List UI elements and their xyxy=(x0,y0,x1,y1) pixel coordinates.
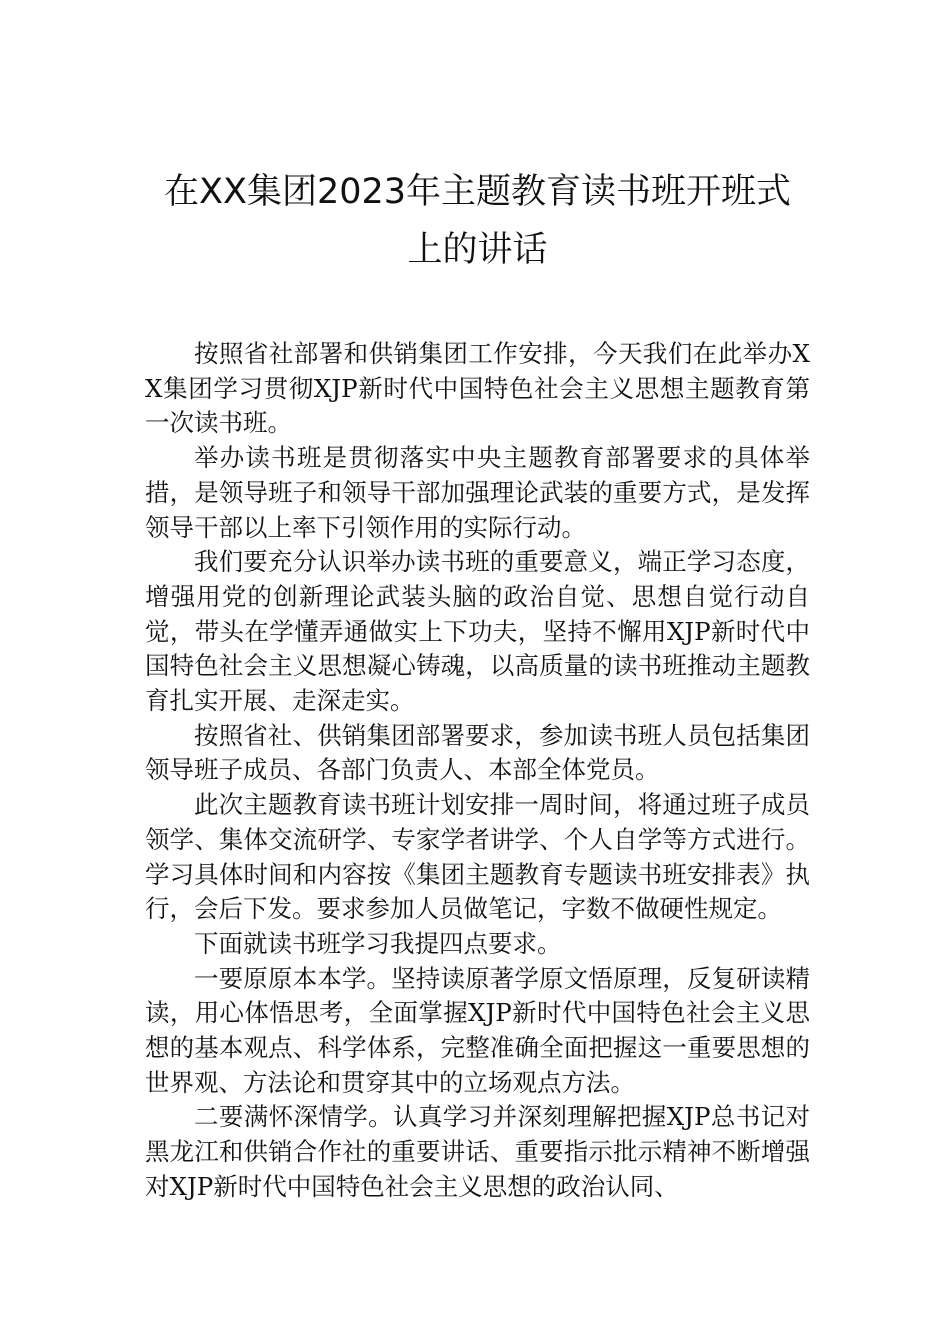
paragraph-7: 一要原原本本学。坚持读原著学原文悟原理，反复研读精读，用心体悟思考，全面掌握XJP新时代中国特色社会主义思想的基本观点、科学体系，完整准确全面把握这一重要思想的世界观、方法论和贯穿其中的立场观点方法。 xyxy=(145,963,810,1097)
title-line-2: 上的讲话 xyxy=(407,230,548,270)
paragraph-5: 此次主题教育读书班计划安排一周时间，将通过班子成员领学、集体交流研学、专家学者讲学、个人自学等方式进行。学习具体时间和内容按《集团主题教育专题读书班安排表》执行，会后下发。要求参加人员做笔记，字数不做硬性规定。 xyxy=(145,790,810,924)
paragraph-3: 我们要充分认识举办读书班的重要意义，端正学习态度，增强用党的创新理论武装头脑的政治自觉、思想自觉行动自觉，带头在学懂弄通做实上下功夫，坚持不懈用XJP新时代中国特色社会主义思想凝心铸魂，以高质量的读书班推动主题教育扎实开展、走深走实。 xyxy=(145,547,810,716)
title-line-1: 在XX集团2023年主题教育读书班开班式 xyxy=(163,172,792,212)
paragraph-8: 二要满怀深情学。认真学习并深刻理解把握XJP总书记对黑龙江和供销合作社的重要讲话、重要指示批示精神不断增强对XJP新时代中国特色社会主义思想的政治认同、 xyxy=(145,1102,810,1201)
paragraph-1: 按照省社部署和供销集团工作安排，今天我们在此举办XX集团学习贯彻XJP新时代中国特色社会主义思想主题教育第一次读书班。 xyxy=(145,339,810,438)
document-title xyxy=(145,0,810,279)
document-body xyxy=(145,337,810,1205)
paragraph-4: 按照省社、供销集团部署要求，参加读书班人员包括集团领导班子成员、各部门负责人、本部全体党员。 xyxy=(145,720,810,785)
paragraph-6: 下面就读书班学习我提四点要求。 xyxy=(194,928,562,958)
paragraph-2: 举办读书班是贯彻落实中央主题教育部署要求的具体举措，是领导班子和领导干部加强理论武装的重要方式，是发挥领导干部以上率下引领作用的实际行动。 xyxy=(145,443,810,542)
document-page xyxy=(145,0,810,1344)
